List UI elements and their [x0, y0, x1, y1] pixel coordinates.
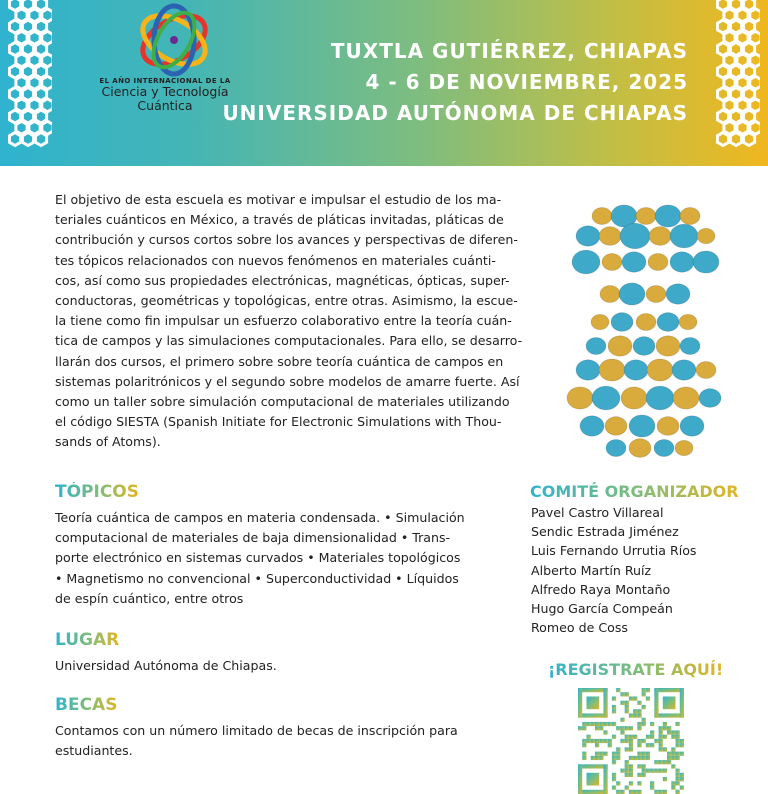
qr-module: [637, 726, 641, 730]
qr-module: [667, 730, 671, 734]
qr-module: [676, 752, 680, 756]
header-banner: [0, 0, 768, 166]
orbital-lobe: [602, 254, 622, 271]
qr-module: [676, 790, 680, 794]
qr-module: [667, 760, 671, 764]
qr-module: [637, 756, 641, 760]
qr-module: [582, 743, 586, 747]
qr-module: [633, 790, 637, 794]
orbital-lobe: [621, 387, 647, 409]
qr-module: [659, 769, 663, 773]
qr-module: [680, 777, 684, 781]
qr-module: [603, 764, 607, 794]
qr-module: [680, 786, 684, 790]
logo-caption-line1: Ciencia y Tecnología: [101, 84, 229, 99]
qr-module: [591, 722, 595, 726]
qr-module: [595, 722, 599, 726]
topicos-line: computacional de materiales de baja dimensionalidad • Trans-: [55, 530, 451, 546]
qr-module: [680, 773, 684, 777]
qr-module: [663, 735, 667, 739]
qr-module: [629, 747, 633, 751]
comite-member: Sendic Estrada Jiménez: [531, 524, 679, 540]
qr-module: [646, 696, 650, 700]
hexagon-pattern-right: [716, 0, 760, 166]
qr-module: [578, 713, 608, 717]
orbital-lobe: [680, 208, 700, 225]
qr-module: [586, 773, 599, 786]
qr-module: [591, 756, 595, 760]
orbital-lobe: [666, 284, 690, 304]
qr-module: [603, 688, 607, 718]
orbital-lobe: [699, 389, 721, 408]
qr-module: [599, 722, 603, 726]
orbital-lobe: [592, 386, 620, 410]
qr-module: [578, 790, 608, 794]
orbital-lobe: [647, 359, 673, 381]
comite-heading: COMITÉ ORGANIZADOR: [530, 482, 739, 501]
qr-module: [637, 790, 641, 794]
orbital-lobe: [624, 360, 648, 380]
qr-module: [633, 756, 637, 760]
qr-module: [676, 735, 680, 739]
qr-module: [629, 756, 633, 760]
qr-module: [663, 769, 667, 773]
qr-module: [612, 752, 616, 756]
orbital-lobe: [611, 313, 633, 332]
lugar-text: Universidad Autónoma de Chiapas.: [55, 658, 277, 673]
qr-module: [582, 752, 586, 756]
qr-module: [642, 769, 646, 773]
orbital-lobe: [679, 314, 697, 329]
qr-module: [625, 773, 629, 777]
qr-module: [616, 752, 620, 756]
orbital-lobe: [646, 386, 674, 410]
qr-module: [637, 781, 641, 785]
qr-module: [659, 726, 663, 730]
qr-module: [603, 752, 607, 756]
qr-module: [637, 773, 641, 777]
orbital-lobe: [605, 417, 627, 436]
qr-module: [642, 739, 646, 743]
qr-module: [612, 756, 616, 760]
qr-module: [620, 790, 624, 794]
qr-module: [642, 773, 646, 777]
qr-module: [612, 777, 616, 781]
qr-module: [642, 718, 646, 722]
orbital-lobe: [586, 338, 606, 355]
comite-member: Hugo García Compeán: [531, 601, 673, 617]
qr-module: [633, 713, 637, 717]
qr-module: [608, 722, 612, 726]
qr-module: [595, 739, 599, 743]
intro-line: contribución y cursos cortos sobre los avances y perspectivas de diferen-: [55, 232, 518, 248]
qr-module: [603, 722, 607, 726]
qr-module: [637, 713, 641, 717]
qr-module: [650, 781, 654, 785]
orbital-lobe: [567, 387, 593, 409]
qr-module: [659, 760, 663, 764]
qr-module: [663, 747, 667, 751]
qr-module: [654, 688, 658, 718]
qr-module: [663, 777, 667, 781]
orbital-lobe: [649, 227, 671, 246]
event-location: TUXTLA GUTIÉRREZ, CHIAPAS: [330, 39, 688, 63]
qr-module: [616, 790, 620, 794]
qr-module: [629, 773, 633, 777]
qr-module: [599, 752, 603, 756]
qr-module: [591, 739, 595, 743]
qr-module: [650, 730, 654, 734]
intro-line: conductoras, geométricas y topológicas, entre otras. Asimismo, la escue-: [55, 293, 518, 309]
qr-module: [620, 769, 624, 773]
qr-module: [599, 739, 603, 743]
qr-module: [620, 726, 624, 730]
intro-line: cos, así como sus propiedades electrónicas, magnéticas, ópticas, super-: [55, 272, 510, 288]
qr-module: [659, 730, 663, 734]
qr-module: [595, 752, 599, 756]
topicos-line: de espín cuántico, entre otros: [55, 590, 244, 606]
qr-module: [625, 701, 629, 705]
orbital-lobe: [636, 208, 656, 225]
orbital-lobe: [693, 251, 719, 273]
qr-module: [646, 735, 650, 739]
qr-module: [629, 743, 633, 747]
qr-module: [663, 696, 676, 709]
intro-line: la tiene como fin impulsar un esfuerzo colaborativo entre la teoría cuán-: [55, 313, 512, 329]
qr-module: [676, 756, 680, 760]
qr-module: [616, 756, 620, 760]
becas-line: estudiantes.: [55, 743, 133, 759]
qr-module: [629, 696, 633, 700]
qr-module: [680, 739, 684, 743]
qr-module: [663, 790, 667, 794]
orbital-lobe: [680, 416, 704, 436]
hexagon-cell: [9, 133, 20, 146]
qr-module: [616, 781, 620, 785]
qr-module: [578, 688, 582, 718]
topicos-line: • Magnetismo no convencional • Superconductividad • Líquidos: [55, 570, 459, 586]
registration-qr-code[interactable]: [578, 688, 684, 794]
orbital-lobe: [606, 440, 626, 457]
qr-module: [650, 743, 654, 747]
qr-module: [625, 739, 629, 743]
orbital-lobe: [656, 336, 680, 356]
qr-module: [586, 739, 590, 743]
hexagon-cell: [717, 133, 728, 146]
qr-module: [663, 722, 667, 726]
qr-module: [659, 743, 663, 747]
qr-module: [659, 739, 663, 743]
qr-module: [629, 735, 633, 739]
qr-module: [680, 688, 684, 718]
qr-module: [642, 688, 646, 692]
qr-module: [625, 760, 629, 764]
qr-module: [578, 726, 582, 730]
qr-module: [612, 760, 616, 764]
qr-module: [637, 722, 641, 726]
intro-paragraph: [55, 190, 545, 453]
qr-module: [620, 718, 624, 722]
qr-module: [582, 756, 586, 760]
qr-module: [642, 705, 646, 709]
qr-module: [637, 743, 641, 747]
qr-module: [676, 769, 680, 773]
orbital-lobe: [696, 362, 716, 379]
qr-module: [620, 692, 624, 696]
qr-module: [637, 709, 641, 713]
qr-module: [625, 726, 629, 730]
qr-module: [612, 722, 616, 726]
qr-module: [646, 688, 650, 692]
qr-module: [676, 739, 680, 743]
orbital-lobe: [599, 227, 621, 246]
comite-list: [531, 503, 697, 637]
qr-module: [625, 735, 629, 739]
qr-module: [650, 735, 654, 739]
qr-module: [676, 730, 680, 734]
qr-module: [659, 790, 663, 794]
qr-module: [608, 739, 612, 743]
qr-module: [612, 709, 616, 713]
qr-module: [659, 747, 663, 751]
comite-member: Pavel Castro Villareal: [531, 505, 664, 520]
qr-module: [625, 769, 629, 773]
qr-module: [629, 726, 633, 730]
qr-module: [612, 786, 616, 790]
qr-module: [671, 781, 675, 785]
orbital-lobe: [675, 440, 693, 455]
qr-module: [625, 692, 629, 696]
orbital-lobe: [636, 314, 656, 331]
topicos-line: Teoría cuántica de campos en materia condensada. • Simulación: [55, 510, 465, 525]
intro-line: tica de campos y las simulaciones computacionales. Para ello, se desarro-: [55, 333, 523, 349]
hexagon-cell: [35, 133, 46, 146]
becas-heading: BECAS: [55, 695, 118, 715]
qr-module: [625, 709, 629, 713]
qr-module: [633, 735, 637, 739]
qr-module: [676, 743, 680, 747]
orbital-lobe: [680, 338, 700, 355]
qr-module: [676, 781, 680, 785]
intro-line: el código SIESTA (Spanish Initiate for Electronic Simulations with Thou-: [55, 414, 502, 430]
qr-module: [586, 722, 590, 726]
qr-module: [659, 735, 663, 739]
qr-module: [629, 781, 633, 785]
qr-module: [625, 786, 629, 790]
qr-module: [599, 726, 603, 730]
qr-module: [680, 743, 684, 747]
orbital-structure-illustration: [560, 194, 730, 474]
qr-module: [633, 709, 637, 713]
hexagon-cell: [22, 133, 33, 146]
orbital-lobe: [592, 208, 612, 225]
comite-member: Luis Fernando Urrutia Ríos: [531, 543, 697, 559]
orbital-lobe: [599, 359, 625, 381]
comite-member: Alfredo Raya Montaño: [531, 581, 671, 597]
qr-module: [646, 752, 650, 756]
orbital-lobe: [572, 250, 600, 274]
orbital-lobe: [697, 228, 715, 243]
qr-module: [637, 739, 641, 743]
orbital-lobe: [629, 415, 655, 437]
qr-module: [616, 688, 620, 692]
orbital-lobe: [654, 440, 674, 457]
qr-module: [646, 743, 650, 747]
qr-module: [599, 756, 603, 760]
orbital-lobe: [576, 360, 600, 380]
comite-member: Romeo de Coss: [531, 620, 628, 636]
intro-line: sistemas polaritrónicos y el segundo sobre modelos de amarre fuerte. Así: [55, 373, 520, 389]
qr-module: [578, 764, 582, 794]
qr-module: [608, 743, 612, 747]
qr-module: [637, 701, 641, 705]
qr-module: [671, 730, 675, 734]
topicos-text: [55, 508, 525, 609]
qr-module: [667, 752, 671, 756]
orbital-lobe: [576, 226, 600, 246]
qr-module: [616, 726, 620, 730]
qr-module: [642, 752, 646, 756]
qr-module: [654, 713, 684, 717]
qr-module: [646, 756, 650, 760]
qr-module: [625, 705, 629, 709]
qr-module: [650, 786, 654, 790]
qr-module: [578, 688, 608, 692]
qr-module: [671, 752, 675, 756]
intro-line: El objetivo de esta escuela es motivar e impulsar el estudio de los ma-: [55, 192, 502, 207]
orbital-lobe: [648, 254, 668, 271]
qr-module: [620, 701, 624, 705]
qr-module: [667, 756, 671, 760]
qr-module: [676, 722, 680, 726]
qr-module: [676, 777, 680, 781]
event-dates: 4 - 6 DE NOVIEMBRE, 2025: [365, 70, 688, 94]
qr-module: [671, 747, 675, 751]
qr-module: [629, 790, 633, 794]
qr-module: [582, 739, 586, 743]
qr-module: [612, 696, 616, 700]
qr-module: [671, 786, 675, 790]
intro-line: teriales cuánticos en México, a través de pláticas invitadas, pláticas de: [55, 212, 504, 228]
topicos-line: porte electrónico en sistemas curvados • Materiales topológicos: [55, 550, 461, 566]
orbital-lobe: [657, 313, 679, 332]
becas-line: Contamos con un número limitado de becas de inscripción para: [55, 723, 458, 738]
qr-module: [654, 760, 658, 764]
qr-module: [595, 756, 599, 760]
event-venue: UNIVERSIDAD AUTÓNOMA DE CHIAPAS: [222, 101, 688, 125]
lugar-heading: LUGAR: [55, 630, 120, 650]
orbital-lobe: [580, 416, 604, 436]
hexagon-cell: [743, 133, 754, 146]
qr-module: [671, 756, 675, 760]
registro-heading: ¡REGISTRATE AQUÍ!: [548, 660, 724, 679]
comite-member: Alberto Martín Ruíz: [531, 562, 652, 578]
orbital-lobe: [619, 283, 645, 305]
qr-module: [650, 769, 654, 773]
qr-module: [603, 730, 607, 734]
qr-module: [620, 739, 624, 743]
orbital-lobe: [633, 337, 655, 356]
qr-module: [642, 692, 646, 696]
qr-module: [612, 773, 616, 777]
qr-module: [603, 739, 607, 743]
qr-module: [676, 773, 680, 777]
qr-module: [654, 790, 658, 794]
qr-module: [680, 752, 684, 756]
qr-module: [637, 752, 641, 756]
qr-module: [595, 726, 599, 730]
orbital-lobe: [655, 205, 681, 227]
orbital-lobe: [591, 314, 609, 329]
qr-module: [629, 769, 633, 773]
qr-module: [612, 735, 616, 739]
qr-module: [633, 696, 637, 700]
orbital-lobe: [608, 336, 632, 356]
qr-module: [595, 743, 599, 747]
qr-module: [586, 696, 599, 709]
intro-line: como un taller sobre simulación computacional de materiales utilizando: [55, 394, 510, 410]
orbital-lobe: [673, 387, 699, 409]
qr-module: [625, 747, 629, 751]
qr-module: [642, 722, 646, 726]
qr-module: [629, 739, 633, 743]
qr-module: [663, 726, 667, 730]
becas-text: [55, 721, 458, 761]
hexagon-cell: [730, 133, 741, 146]
qr-module: [582, 722, 586, 726]
orbital-lobe: [670, 224, 698, 248]
logo-caption-small: EL AÑO INTERNACIONAL DE LA: [99, 77, 231, 85]
orbital-lobe: [670, 252, 694, 272]
qr-module: [629, 713, 633, 717]
orbital-lobe: [672, 360, 696, 380]
qr-module: [616, 747, 620, 751]
orbital-lobe: [657, 417, 679, 436]
qr-module: [642, 756, 646, 760]
qr-module: [671, 735, 675, 739]
intro-line: llarán dos cursos, el primero sobre sobre teoría cuántica de campos en: [55, 353, 504, 369]
orbital-lobe: [600, 286, 620, 303]
qr-module: [620, 730, 624, 734]
orbital-lobe: [622, 252, 646, 272]
intro-line: sands of Atoms).: [55, 434, 161, 450]
orbital-lobe: [646, 286, 666, 303]
topicos-heading: TÓPICOS: [55, 482, 140, 502]
hexagon-pattern-left: [8, 0, 52, 166]
qr-module: [650, 722, 654, 726]
logo-caption-line2: Cuántica: [137, 98, 193, 113]
event-info: [222, 36, 688, 129]
intro-line: tes tópicos relacionados con nuevos fenómenos en materiales cuánti-: [55, 252, 496, 268]
qr-module: [586, 735, 590, 739]
qr-module: [582, 726, 586, 730]
qr-module: [654, 688, 684, 692]
qr-module: [663, 760, 667, 764]
qr-module: [654, 739, 658, 743]
qr-module: [667, 726, 671, 730]
qr-module: [654, 769, 658, 773]
qr-module: [646, 769, 650, 773]
orbital-lobe: [629, 439, 651, 458]
orbital-lobe: [620, 223, 650, 249]
qr-module: [612, 705, 616, 709]
